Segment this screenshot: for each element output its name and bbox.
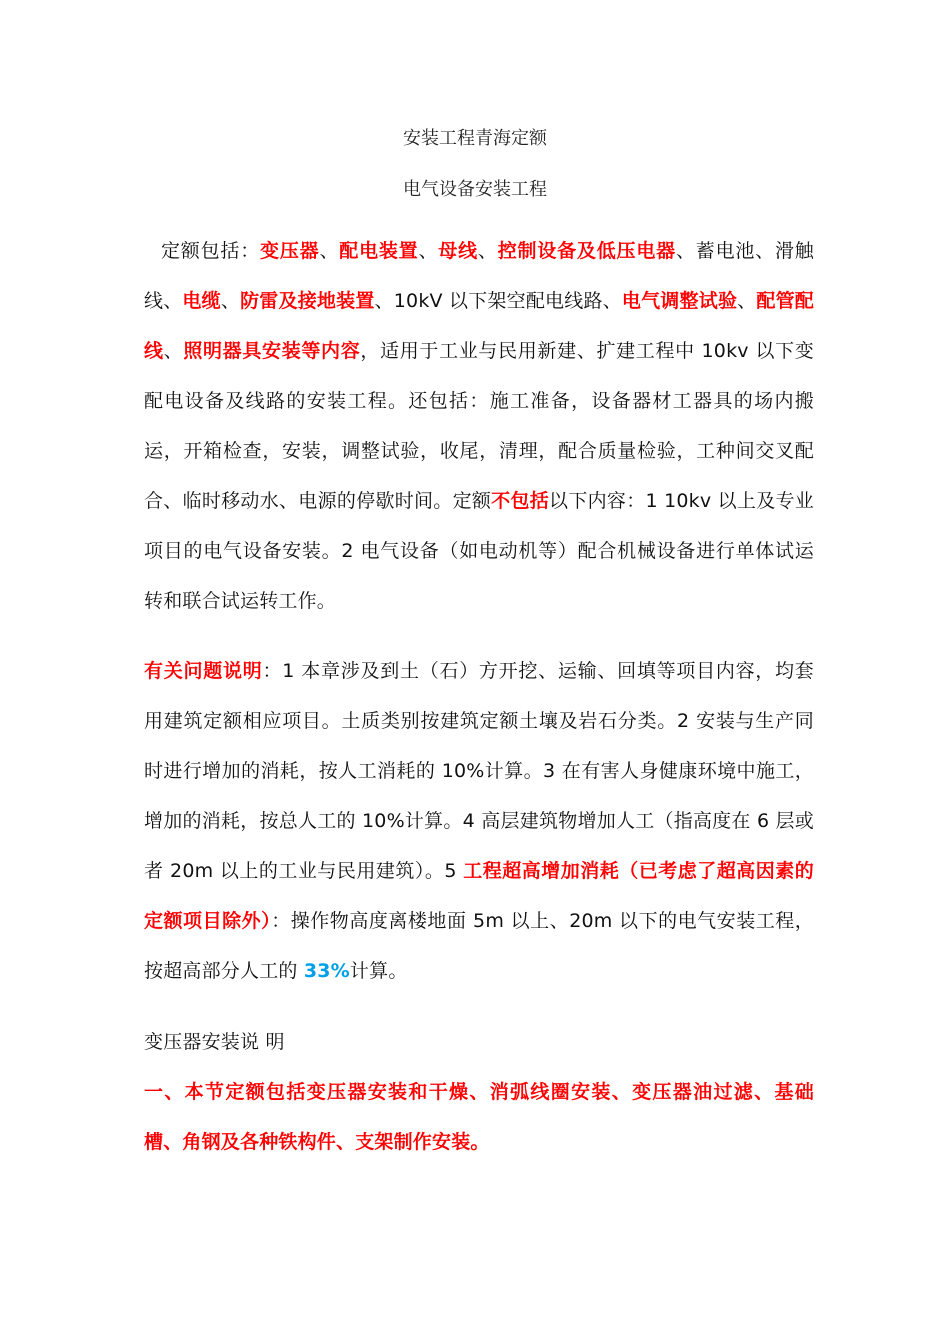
scope-paragraph: [144, 226, 814, 626]
scope-text: ，适用于工业与民用新建、扩建工程中 10kv 以下变配电设备及线路的安装工程。还包括：施工准备，设备器材工器具的场内搬运，开箱检查，安装，调整试验，收尾，清理，配合质量检验，工种间交叉配合、临时移动水、电源的停歇时间。定额: [144, 340, 814, 512]
scope-emphasis: 照明器具安装等内容: [183, 340, 361, 362]
notes-text: ：操作物高度离楼地面 5m 以上、20m 以下的电气安装工程，按超高部分人工的: [144, 910, 814, 982]
section-heading: 变压器安装说 明: [144, 1031, 285, 1053]
scope-emphasis: 电缆: [182, 290, 221, 312]
scope-emphasis: 控制设备及低压电器: [497, 240, 676, 262]
scope-emphasis: 不包括: [491, 490, 550, 512]
scope-emphasis: 配管配线: [144, 290, 814, 362]
document-subtitle: 电气设备安装工程: [403, 179, 547, 200]
scope-text: 、: [418, 240, 439, 262]
notes-paragraph: [144, 646, 814, 996]
notes-text: ：1 本章涉及到土（石）方开挖、运输、回填等项目内容，均套用建筑定额相应项目。土质类别按建筑定额土壤及岩石分类。2 安装与生产同时进行增加的消耗，按人工消耗的 10%计算。3 在有害人身健康环境中施工，增加的消耗，按总人工的 10%计算。4 高层建筑物增加人工（指高度在 6 层或者 20m 以上的工业与民用建筑）。5: [144, 660, 814, 882]
scope-text: 、: [163, 340, 184, 362]
scope-emphasis: 母线: [438, 240, 478, 262]
scope-text: 以下内容：1 10kv 以上及专业项目的电气设备安装。2 电气设备（如电动机等）配合机械设备进行单体试运转和联合试运转工作。: [144, 490, 814, 612]
notes-heading: 有关问题说明: [144, 660, 263, 682]
section-item: 一、本节定额包括变压器安装和干燥、消弧线圈安装、变压器油过滤、基础槽、角钢及各种铁构件、支架制作安装。: [144, 1081, 814, 1153]
scope-emphasis: 配电装置: [339, 240, 419, 262]
notes-text: 计算。: [349, 960, 408, 982]
scope-text: 、: [319, 240, 340, 262]
scope-text: 、: [477, 240, 498, 262]
scope-text: 、蓄电池、滑触线、: [144, 240, 814, 312]
document-title: 安装工程青海定额: [403, 128, 547, 149]
percentage-highlight: 33%: [303, 960, 350, 982]
scope-text: 、10kV 以下架空配电线路、: [374, 290, 622, 312]
notes-emphasis: 工程超高增加消耗（已考虑了超高因素的定额项目除外）: [144, 860, 814, 932]
scope-text: 定额包括：: [161, 240, 261, 262]
scope-emphasis: 变压器: [260, 240, 320, 262]
scope-emphasis: 防雷及接地装置: [240, 290, 375, 312]
scope-text: 、: [220, 290, 241, 312]
scope-text: 、: [737, 290, 757, 312]
scope-emphasis: 电气调整试验: [621, 290, 738, 312]
